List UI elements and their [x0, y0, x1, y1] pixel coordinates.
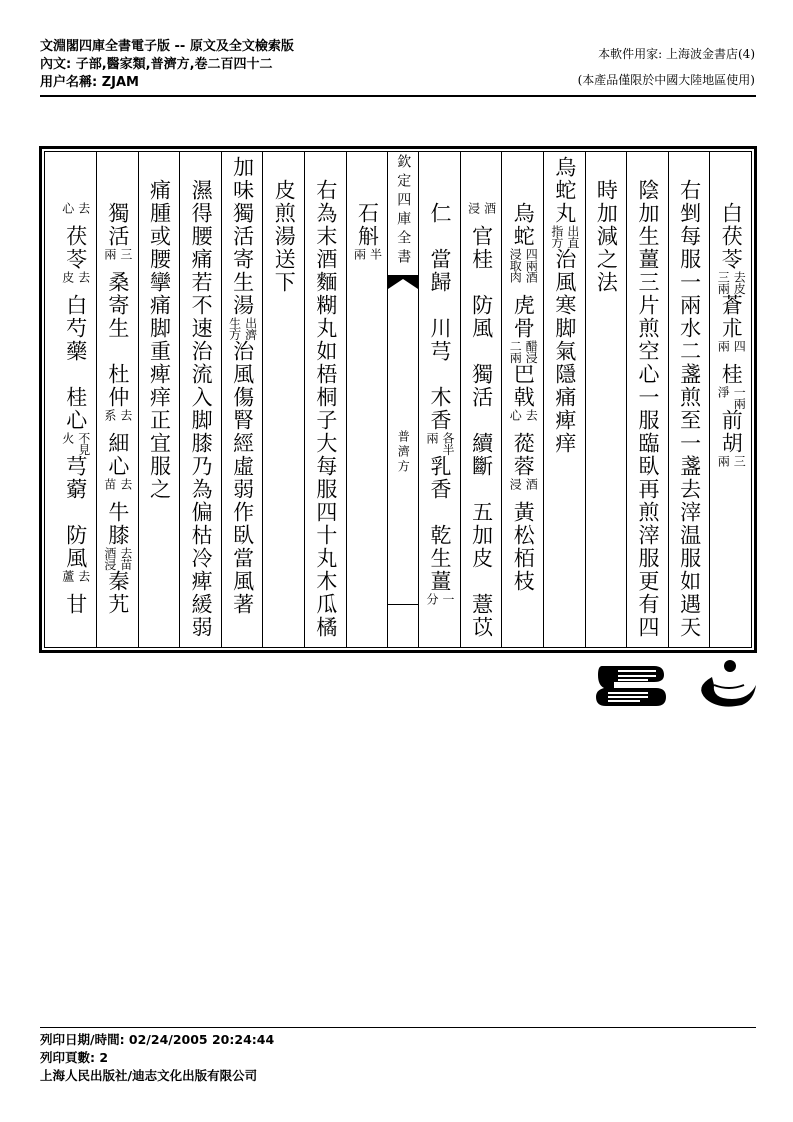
- fold-subtitle: 普濟方: [396, 430, 411, 475]
- fishtail-mark: [388, 274, 418, 288]
- text-column: [138, 152, 180, 647]
- user-name: 用户名稱: ZJAM: [40, 75, 139, 90]
- main-text: 牛膝: [105, 501, 130, 547]
- annotation-right: 一: [441, 593, 456, 605]
- annotation: [55, 570, 97, 593]
- print-datetime: 列印日期/時間: 02/24/2005 20:24:44: [40, 1032, 275, 1047]
- book-stack-logo-icon: [596, 666, 666, 706]
- annotation-right: 去皮: [732, 271, 747, 294]
- text-column: [418, 152, 460, 647]
- annotation-right: 醋浸: [524, 340, 539, 363]
- annotation-left: 蘆: [60, 570, 75, 582]
- main-text: 仁 當歸 川芎 木香: [428, 156, 453, 432]
- main-text: 乳香 乾生薑: [428, 455, 453, 593]
- annotation-left: 兩: [716, 455, 731, 467]
- main-text: 前胡: [719, 409, 744, 455]
- text-column: [709, 152, 751, 647]
- footer-divider: [40, 1027, 756, 1028]
- annotation-left: 浸取肉: [508, 248, 523, 283]
- main-text: 陰加生薑三片煎空心一服臨臥再煎滓服更有四: [636, 156, 661, 639]
- annotation-right: 去苗: [118, 547, 133, 570]
- annotation-right: 去: [76, 202, 91, 214]
- page-frame: [39, 146, 757, 653]
- main-text: 治風傷腎經虛弱作臥當風著: [230, 340, 255, 616]
- main-text: 烏蛇: [511, 156, 536, 248]
- main-text: [64, 156, 87, 202]
- annotation-left: 酒浸: [102, 547, 117, 570]
- annotation: [419, 593, 460, 616]
- main-text: 虎骨: [511, 294, 536, 340]
- text-column: [304, 152, 346, 647]
- annotation: [55, 202, 97, 225]
- fold-title: 欽定四庫全書: [395, 154, 412, 268]
- annotation: [55, 271, 97, 294]
- annotation-left: 系: [102, 409, 117, 421]
- main-text: 秦艽: [105, 570, 130, 616]
- annotation: [55, 432, 97, 455]
- licensee: 本軟件用家: 上海波金書店(4): [598, 47, 755, 61]
- annotation: [710, 386, 751, 409]
- annotation: [544, 225, 585, 248]
- main-text: 茯苓: [63, 225, 88, 271]
- main-text: 白芍藥 桂心: [63, 294, 88, 432]
- annotation-left: 心: [508, 409, 523, 421]
- main-text: 黃松栢枝: [511, 501, 536, 593]
- main-text: 石斛: [355, 156, 380, 248]
- annotation-right: 半: [368, 248, 383, 260]
- swoosh-logo-icon: [701, 660, 756, 707]
- usage-restriction: (本產品僅限於中國大陸地區使用): [577, 73, 755, 87]
- text-column: [543, 152, 585, 647]
- main-text: 細心: [105, 432, 130, 478]
- annotation: [502, 340, 543, 363]
- annotation-left: 皮: [60, 271, 75, 283]
- annotation: [419, 432, 460, 455]
- text-column: [96, 152, 138, 647]
- main-text: 甘: [63, 593, 88, 616]
- annotation-left: 苗: [102, 478, 117, 490]
- app-title: 文淵閣四庫全書電子版 -- 原文及全文檢索版: [40, 39, 294, 54]
- annotation-right: 去: [76, 271, 91, 283]
- annotation: [461, 202, 502, 225]
- annotation-right: 一兩: [732, 386, 747, 409]
- annotation: [710, 455, 751, 478]
- annotation-left: 浸: [466, 202, 481, 214]
- annotation-right: 出直: [565, 225, 580, 248]
- main-text: 右剉每服一兩水二盞煎至一盞去滓温服如遇天: [677, 156, 702, 639]
- main-text: 烏蛇丸: [552, 156, 577, 225]
- text-column: [221, 152, 263, 647]
- annotation: [97, 248, 138, 271]
- annotation-right: 四: [732, 340, 747, 352]
- annotation: [97, 478, 138, 501]
- text-column: [346, 152, 388, 647]
- annotation-right: 四兩酒: [524, 248, 539, 283]
- annotation-right: 各半: [441, 432, 456, 455]
- annotation: [222, 317, 263, 340]
- publisher: 上海人民出版社/迪志文化出版有限公司: [40, 1068, 258, 1083]
- header-divider: [40, 95, 756, 97]
- text-column: [626, 152, 668, 647]
- main-text: 治風寒脚氣隱痛痺痒: [552, 248, 577, 455]
- license-info: [578, 41, 755, 93]
- annotation: [710, 271, 751, 294]
- annotation-right: 不見: [76, 432, 91, 455]
- text-column: [585, 152, 627, 647]
- center-fold-column: [387, 152, 418, 647]
- main-text: 桑寄生 杜仲: [105, 271, 130, 409]
- print-footer: [40, 1031, 274, 1085]
- text-column: [460, 152, 502, 647]
- print-page-count: 列印頁數: 2: [40, 1050, 109, 1065]
- main-text: 官桂 防風 獨活 續斷 五加皮 薏苡: [469, 225, 494, 639]
- annotation-right: 去: [76, 570, 91, 582]
- text-column: [179, 152, 221, 647]
- annotation-left: 兩: [102, 248, 117, 260]
- annotation: [502, 478, 543, 501]
- annotation-left: 浸: [508, 478, 523, 490]
- annotation-right: 去: [118, 409, 133, 421]
- main-text: 桂: [719, 363, 744, 386]
- publisher-logos: [594, 655, 759, 715]
- annotation-left: 生方: [227, 317, 242, 340]
- annotation-left: 火: [60, 432, 75, 444]
- annotation-right: 去: [524, 409, 539, 421]
- annotation-right: 酒: [482, 202, 497, 214]
- annotation-left: 兩: [425, 432, 440, 444]
- text-column: [668, 152, 710, 647]
- annotation: [710, 340, 751, 363]
- main-text: 芎藭 防風: [63, 455, 88, 570]
- text-column: [55, 152, 97, 647]
- content-path: 內文: 子部,醫家類,普濟方,卷二百四十二: [40, 57, 273, 72]
- annotation: [97, 409, 138, 432]
- text-column: [501, 152, 543, 647]
- annotation-right: 酒: [524, 478, 539, 490]
- annotation-right: 三: [118, 248, 133, 260]
- annotation-left: 兩: [352, 248, 367, 260]
- annotation-left: 分: [425, 593, 440, 605]
- main-text: 白茯苓: [719, 156, 744, 271]
- annotation: [502, 248, 543, 294]
- header-info: [40, 38, 294, 92]
- annotation: [502, 409, 543, 432]
- main-text: 蓯蓉: [511, 432, 536, 478]
- annotation: [97, 547, 138, 570]
- main-text: 右為末酒麵糊丸如梧桐子大每服四十丸木瓜橘: [313, 156, 338, 639]
- annotation-left: 心: [60, 202, 75, 214]
- annotation-left: 指方: [549, 225, 564, 248]
- annotation: [347, 248, 388, 271]
- main-text: 巴戟: [511, 363, 536, 409]
- main-text: 加味獨活寄生湯: [230, 156, 255, 317]
- annotation-left: 兩: [716, 340, 731, 352]
- annotation-left: 三兩: [716, 271, 731, 294]
- main-text: [470, 156, 493, 202]
- annotation-right: 去: [118, 478, 133, 490]
- annotation-right: 出濟: [243, 317, 258, 340]
- annotation-left: 二兩: [508, 340, 523, 363]
- text-columns: [44, 151, 752, 648]
- main-text: 皮煎湯送下: [272, 156, 297, 294]
- fold-divider: [388, 604, 418, 605]
- main-text: 蒼朮: [719, 294, 744, 340]
- text-column: [262, 152, 304, 647]
- main-text: 痛腫或腰攣痛脚重痺痒正宜服之: [147, 156, 172, 501]
- main-text: 獨活: [105, 156, 130, 248]
- main-text: 濕得腰痛若不速治流入脚膝乃為偏枯冷痺緩弱: [189, 156, 214, 639]
- annotation-left: 淨: [716, 386, 731, 398]
- main-text: 時加減之法: [594, 156, 619, 294]
- annotation-right: 三: [732, 455, 747, 467]
